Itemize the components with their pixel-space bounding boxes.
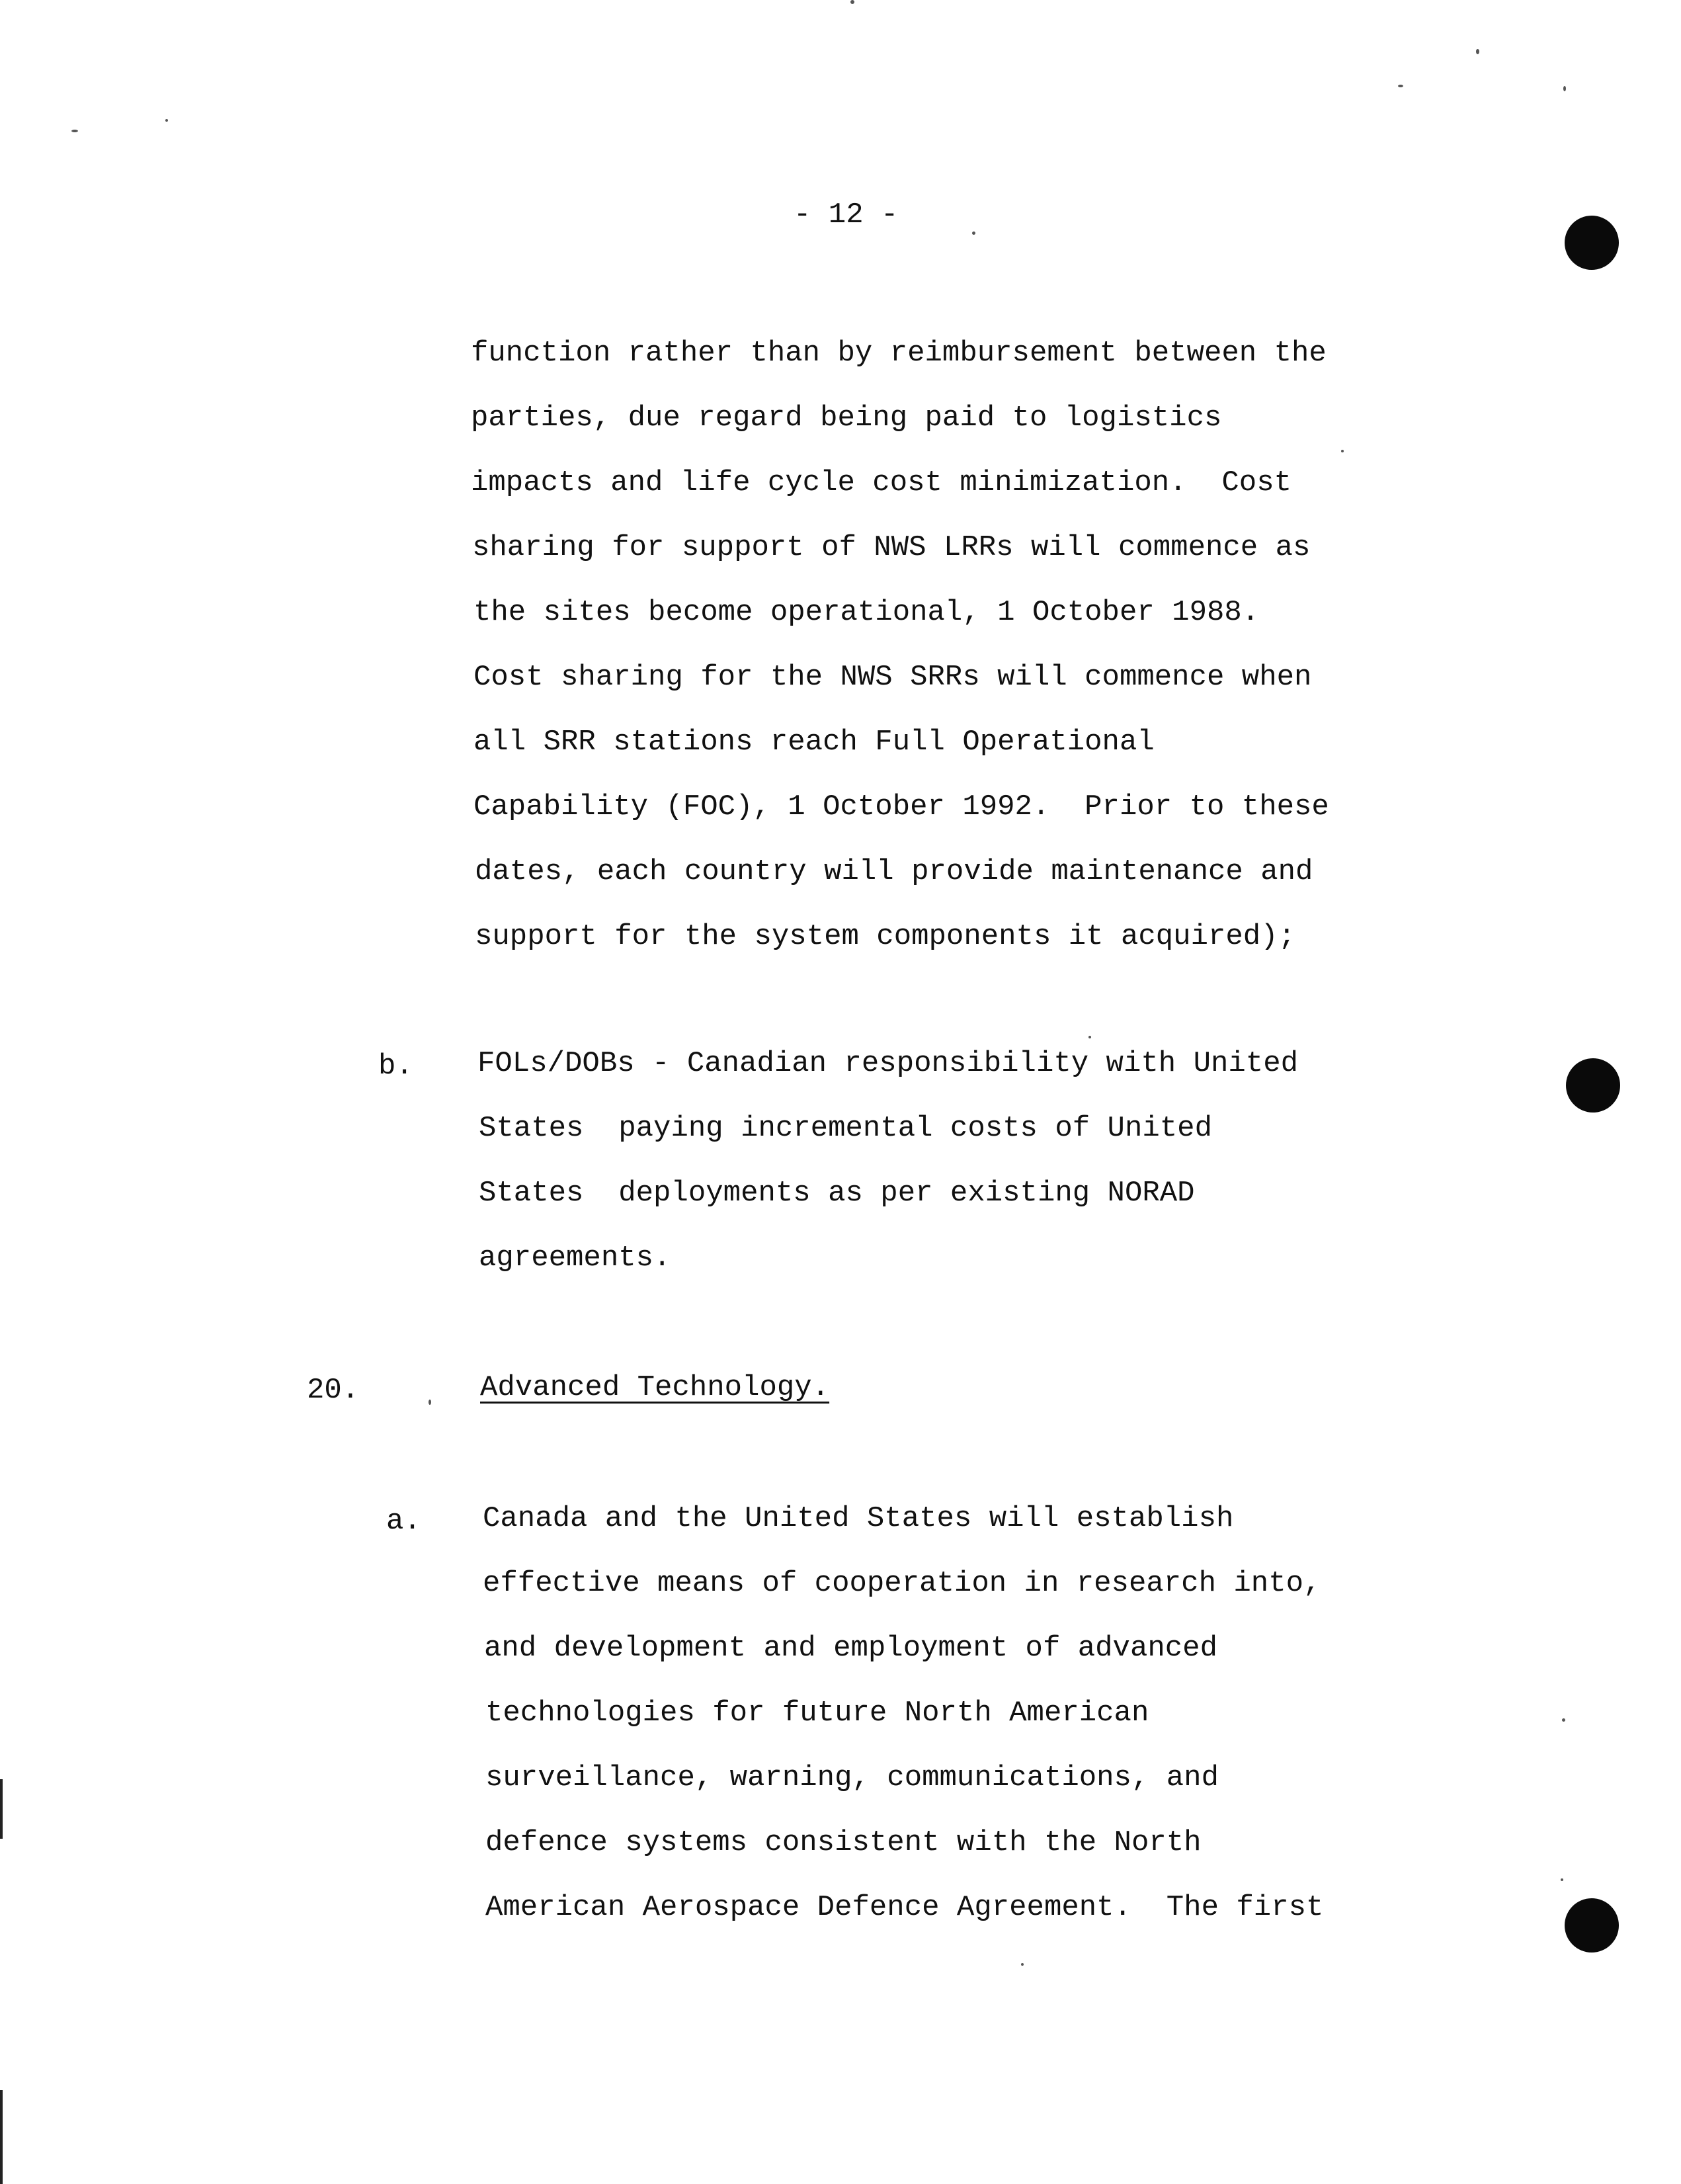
scan-speck bbox=[429, 1400, 431, 1405]
scan-edge-mark bbox=[0, 1779, 3, 1839]
scan-speck bbox=[1476, 49, 1479, 54]
text-line: Canada and the United States will establish bbox=[483, 1502, 1234, 1535]
text-line: support for the system components it acquired); bbox=[475, 920, 1296, 953]
text-line: dates, each country will provide maintenance and bbox=[475, 855, 1313, 888]
scan-speck bbox=[1341, 450, 1344, 452]
text-line: effective means of cooperation in research into, bbox=[483, 1567, 1321, 1600]
text-line: function rather than by reimbursement between the bbox=[471, 337, 1327, 370]
punch-hole bbox=[1565, 216, 1619, 270]
scan-speck bbox=[1563, 86, 1566, 91]
scan-edge-mark bbox=[0, 2090, 3, 2184]
scan-speck bbox=[1398, 85, 1403, 87]
section-title: Advanced Technology. bbox=[480, 1371, 830, 1404]
scan-speck bbox=[1561, 1878, 1563, 1881]
text-line: sharing for support of NWS LRRs will commence as bbox=[472, 531, 1311, 564]
text-line: defence systems consistent with the North bbox=[485, 1826, 1202, 1859]
text-line: agreements. bbox=[479, 1241, 671, 1275]
section-number: 20. bbox=[307, 1374, 360, 1407]
scan-speck bbox=[1562, 1718, 1565, 1722]
item-label: b. bbox=[378, 1050, 413, 1083]
scan-speck bbox=[850, 0, 854, 4]
text-line: FOLs/DOBs - Canadian responsibility with United bbox=[477, 1047, 1299, 1080]
text-line: States deployments as per existing NORAD bbox=[479, 1177, 1195, 1210]
scan-speck bbox=[165, 119, 168, 122]
text-line: Capability (FOC), 1 October 1992. Prior to these bbox=[473, 790, 1329, 823]
text-line: and development and employment of advanced bbox=[484, 1632, 1217, 1665]
scan-speck bbox=[1088, 1036, 1091, 1038]
scan-speck bbox=[71, 130, 78, 132]
scan-speck bbox=[1021, 1963, 1024, 1966]
text-line: technologies for future North American bbox=[485, 1697, 1149, 1730]
scan-speck bbox=[972, 231, 975, 235]
item-label: a. bbox=[386, 1505, 421, 1538]
text-line: parties, due regard being paid to logistics bbox=[471, 401, 1222, 435]
text-line: surveillance, warning, communications, and bbox=[485, 1761, 1219, 1794]
text-line: impacts and life cycle cost minimization. Cost bbox=[471, 466, 1292, 499]
text-line: American Aerospace Defence Agreement. The first bbox=[485, 1891, 1324, 1924]
text-line: Cost sharing for the NWS SRRs will commence when bbox=[473, 661, 1312, 694]
page-number: - 12 - bbox=[794, 198, 899, 231]
text-line: the sites become operational, 1 October 1988. bbox=[473, 596, 1260, 629]
text-line: all SRR stations reach Full Operational bbox=[473, 726, 1155, 759]
punch-hole bbox=[1566, 1058, 1620, 1113]
text-line: States paying incremental costs of United bbox=[479, 1112, 1212, 1145]
punch-hole bbox=[1565, 1898, 1619, 1953]
